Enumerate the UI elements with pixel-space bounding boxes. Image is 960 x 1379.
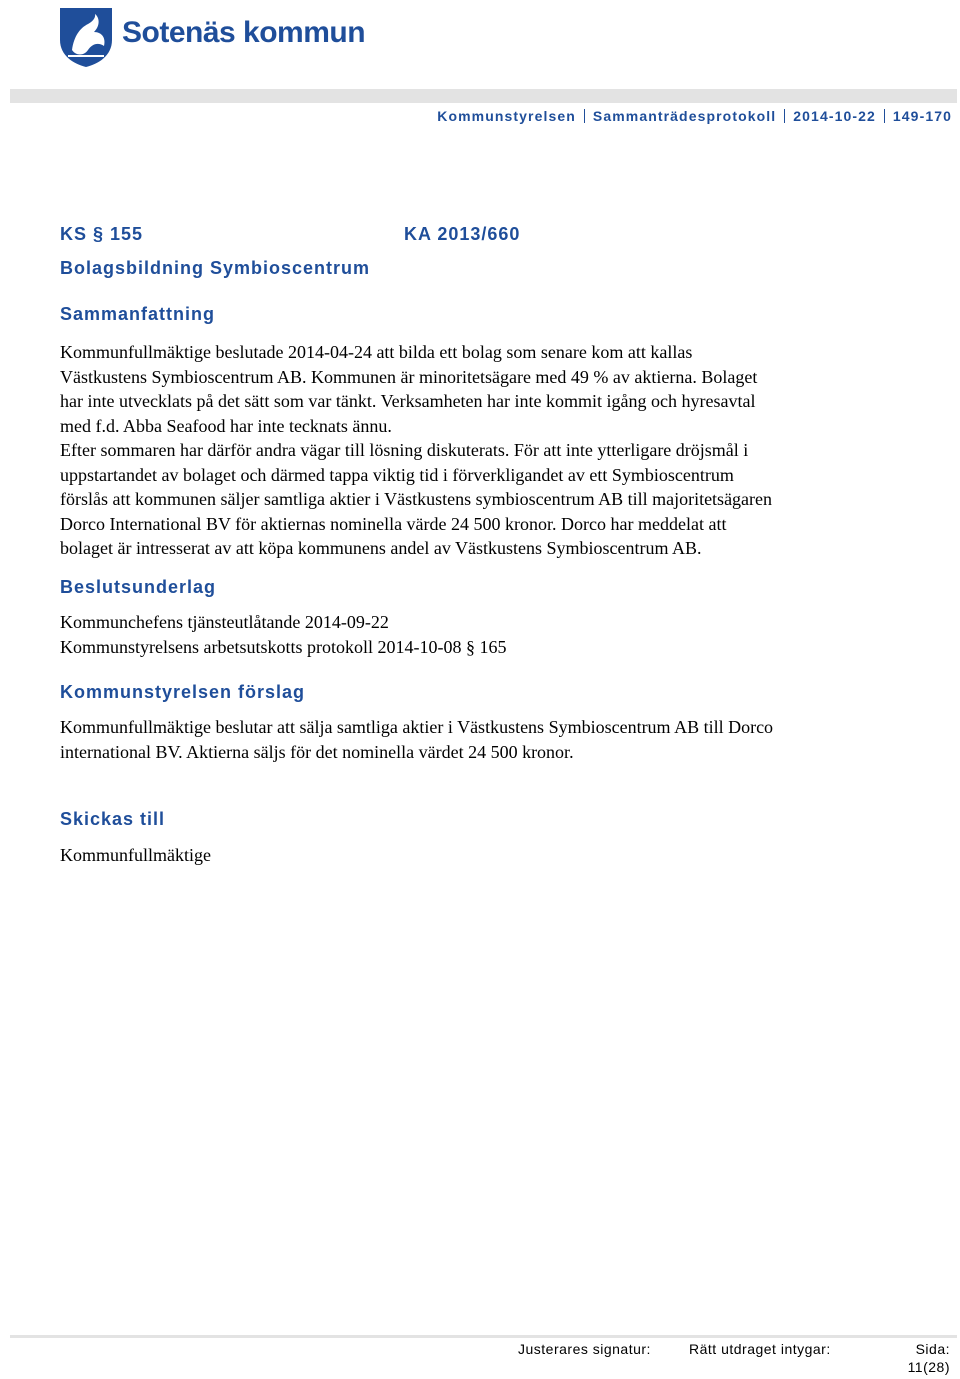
footer-divider — [10, 1335, 957, 1338]
basis-text — [60, 610, 910, 659]
header-date: 2014-10-22 — [793, 108, 876, 124]
text-line: förslås att kommunen säljer samtliga aktier i Västkustens symbioscentrum AB till majoritetsägaren — [60, 489, 773, 509]
header-pages: 149-170 — [892, 108, 952, 124]
text-line: Efter sommaren har därför andra vägar till lösning diskuterats. För att inte ytterligare dröjsmål i — [60, 440, 749, 460]
header-separator — [884, 109, 885, 123]
header-separator — [784, 109, 785, 123]
basis-heading: Beslutsunderlag — [60, 577, 217, 597]
page-number: 11(28) — [907, 1359, 950, 1375]
summary-text — [60, 340, 910, 561]
text-line: Kommunfullmäktige beslutade 2014-04-24 att bilda ett bolag som senare kom att kallas — [60, 342, 693, 362]
text-line: Dorco International BV för aktiernas nominella värde 24 500 kronor. Dorco har meddelat att — [60, 513, 727, 534]
header-separator — [584, 109, 585, 123]
proposal-text — [60, 715, 910, 764]
text-line: Kommunfullmäktige beslutar att sälja samtliga aktier i Västkustens Symbioscentrum AB till Dorco — [60, 717, 774, 737]
logo-text: Sotenäs kommun — [122, 16, 366, 49]
header-divider — [10, 89, 957, 103]
sendto-heading: Skickas till — [60, 809, 166, 829]
text-line: uppstartandet av bolaget och därmed tappa viktig tid i förverkligandet av ett Symbioscentrum — [60, 464, 734, 485]
document-header — [437, 108, 952, 124]
text-line: bolaget är intresserat av att köpa kommunens andel av Västkustens Symbioscentrum AB. — [60, 538, 702, 558]
case-paragraph-number: KS § 155 — [60, 224, 144, 244]
header-board: Kommunstyrelsen — [437, 108, 576, 124]
text-line: har inte utvecklats på det sätt som var tänkt. Verksamheten har inte kommit igång och hyresavtal — [60, 391, 756, 411]
text-line: Kommunchefens tjänsteutlåtande 2014-09-22 — [60, 612, 389, 632]
text-line: Västkustens Symbioscentrum AB. Kommunen är minoritetsägare med 49 % av aktierna. Bolaget — [60, 366, 758, 387]
proposal-heading: Kommunstyrelsen förslag — [60, 682, 306, 702]
text-line: Kommunfullmäktige — [60, 845, 211, 865]
text-line: med f.d. Abba Seafood har inte tecknats ännu. — [60, 415, 392, 436]
header-doc-type: Sammanträdesprotokoll — [592, 108, 777, 124]
page-label: Sida: — [915, 1341, 950, 1357]
text-line: Kommunstyrelsens arbetsutskotts protokoll 2014-10-08 § 165 — [60, 636, 507, 657]
adjusters-signature-label: Justerares signatur: — [518, 1341, 651, 1357]
municipal-coat-of-arms-icon — [58, 6, 114, 68]
case-title: Bolagsbildning Symbioscentrum — [60, 258, 371, 278]
municipality-logo — [58, 6, 388, 68]
text-line: international BV. Aktierna säljs för det nominella värdet 24 500 kronor. — [60, 741, 574, 762]
sendto-text — [60, 843, 910, 868]
case-number: KA 2013/660 — [404, 224, 521, 244]
certified-extract-label: Rätt utdraget intygar: — [689, 1341, 831, 1357]
summary-heading: Sammanfattning — [60, 304, 216, 324]
